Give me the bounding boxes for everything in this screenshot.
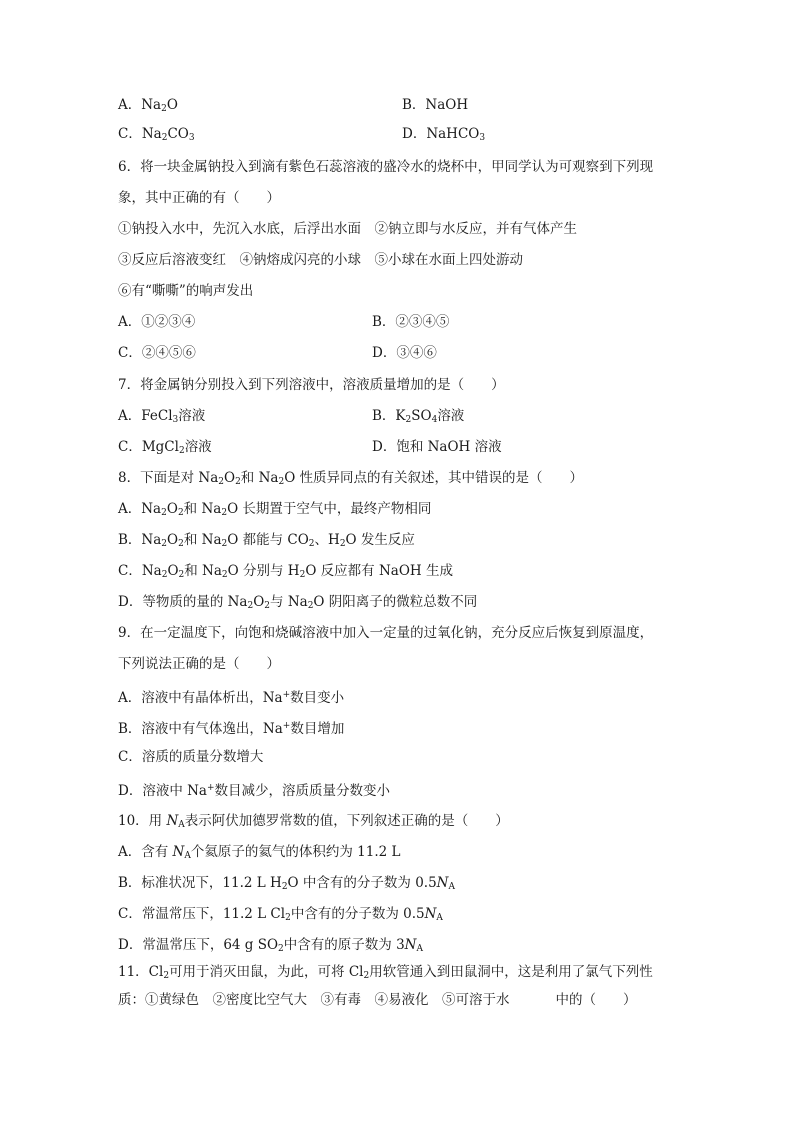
q9-stem-line1: 9．在一定温度下，向饱和烧碱溶液中加入一定量的过氧化钠，充分反应后恢复到原温度， (118, 625, 654, 641)
q7-option-b: B．$K_2SO_4$溶液 (372, 408, 465, 425)
q6-option-d: D．③④⑥ (372, 345, 437, 361)
q8-option-d: D．等物质的量的 $Na_2O_2$与 $Na_2O$ 阴阳离子的微粒总数不同 (118, 594, 478, 611)
q9-option-b: B．溶液中有气体逸出，Na+数目增加 (118, 721, 345, 737)
q10-option-c: C．常温常压下，11.2 L $Cl_2$中含有的分子数为 $0.5N_A$ (118, 906, 443, 923)
q9-stem-line2: 下列说法正确的是（ ） (118, 656, 280, 672)
q10-option-a: A．含有 $N_A$个氦原子的氦气的体积约为 11.2 L (118, 844, 401, 861)
q9-option-c: C．溶质的质量分数增大 (118, 749, 264, 765)
q8-option-c: C．$Na_2O_2$和 $Na_2O$ 分别与 $H_2O$ 反应都有 NaOH 生成 (118, 563, 453, 580)
q6-option-c: C．②④⑤⑥ (118, 345, 196, 361)
q6-statement-line2: ③反应后溶液变红 ④钠熔成闪亮的小球 ⑤小球在水面上四处游动 (118, 252, 523, 268)
q10-option-d: D．常温常压下，64 g $SO_2$中含有的原子数为 $3N_A$ (118, 937, 423, 954)
q6-statement-line3: ⑥有“嘶嘶”的响声发出 (118, 283, 254, 299)
q8-option-b: B．$Na_2O_2$和 $Na_2O$ 都能与 $CO_2$、$H_2O$ 发生反应 (118, 532, 415, 549)
q8-stem: 8．下面是对 $Na_2O_2$和 $Na_2O$ 性质异同点的有关叙述，其中错误的是（ ） (118, 470, 584, 487)
q9-option-a: A．溶液中有晶体析出，Na+数目变小 (118, 690, 345, 706)
q6-statement-line1: ①钠投入水中，先沉入水底，后浮出水面 ②钠立即与水反应，并有气体产生 (118, 221, 577, 237)
q10-stem: 10．用 $N_A$表示阿伏加德罗常数的值，下列叙述正确的是（ ） (118, 813, 509, 830)
q7-option-c: C．MgCl$_2$溶液 (118, 439, 212, 456)
q7-stem: 7．将金属钠分别投入到下列溶液中，溶液质量增加的是（ ） (118, 377, 505, 393)
q8-option-a: A．$Na_2O_2$和 $Na_2O$ 长期置于空气中，最终产物相同 (118, 501, 432, 518)
q10-option-b: B．标准状况下，11.2 L $H_2O$ 中含有的分子数为 $0.5N_A$ (118, 875, 455, 892)
q7-option-d: D．饱和 NaOH 溶液 (372, 439, 502, 455)
q5-option-a: A．$Na_2O$ (118, 97, 178, 114)
q5-option-c: C．$Na_2CO_3$ (118, 126, 195, 143)
q6-stem-line2: 象，其中正确的有（ ） (118, 190, 280, 206)
q7-option-a: A．FeCl$_3$溶液 (118, 408, 206, 425)
q11-stem-line2: 质：①黄绿色 ②密度比空气大 ③有毒 ④易液化 ⑤可溶于水 中的（ ） (118, 992, 637, 1008)
q5-option-d: D．NaHCO$_3$ (402, 126, 486, 143)
q11-stem-line1: 11．$Cl_2$可用于消灭田鼠，为此，可将 $Cl_2$用软管通入到田鼠洞中，这是利用了氯气下列性 (118, 964, 653, 981)
q6-stem-line1: 6．将一块金属钠投入到滴有紫色石蕊溶液的盛冷水的烧杯中，甲同学认为可观察到下列现 (118, 159, 654, 175)
q6-option-a: A．①②③④ (118, 314, 196, 330)
q6-option-b: B．②③④⑤ (372, 314, 450, 330)
q9-option-d: D．溶液中 Na+数目减少，溶质质量分数变小 (118, 783, 391, 799)
q5-option-b: B．NaOH (402, 97, 469, 113)
